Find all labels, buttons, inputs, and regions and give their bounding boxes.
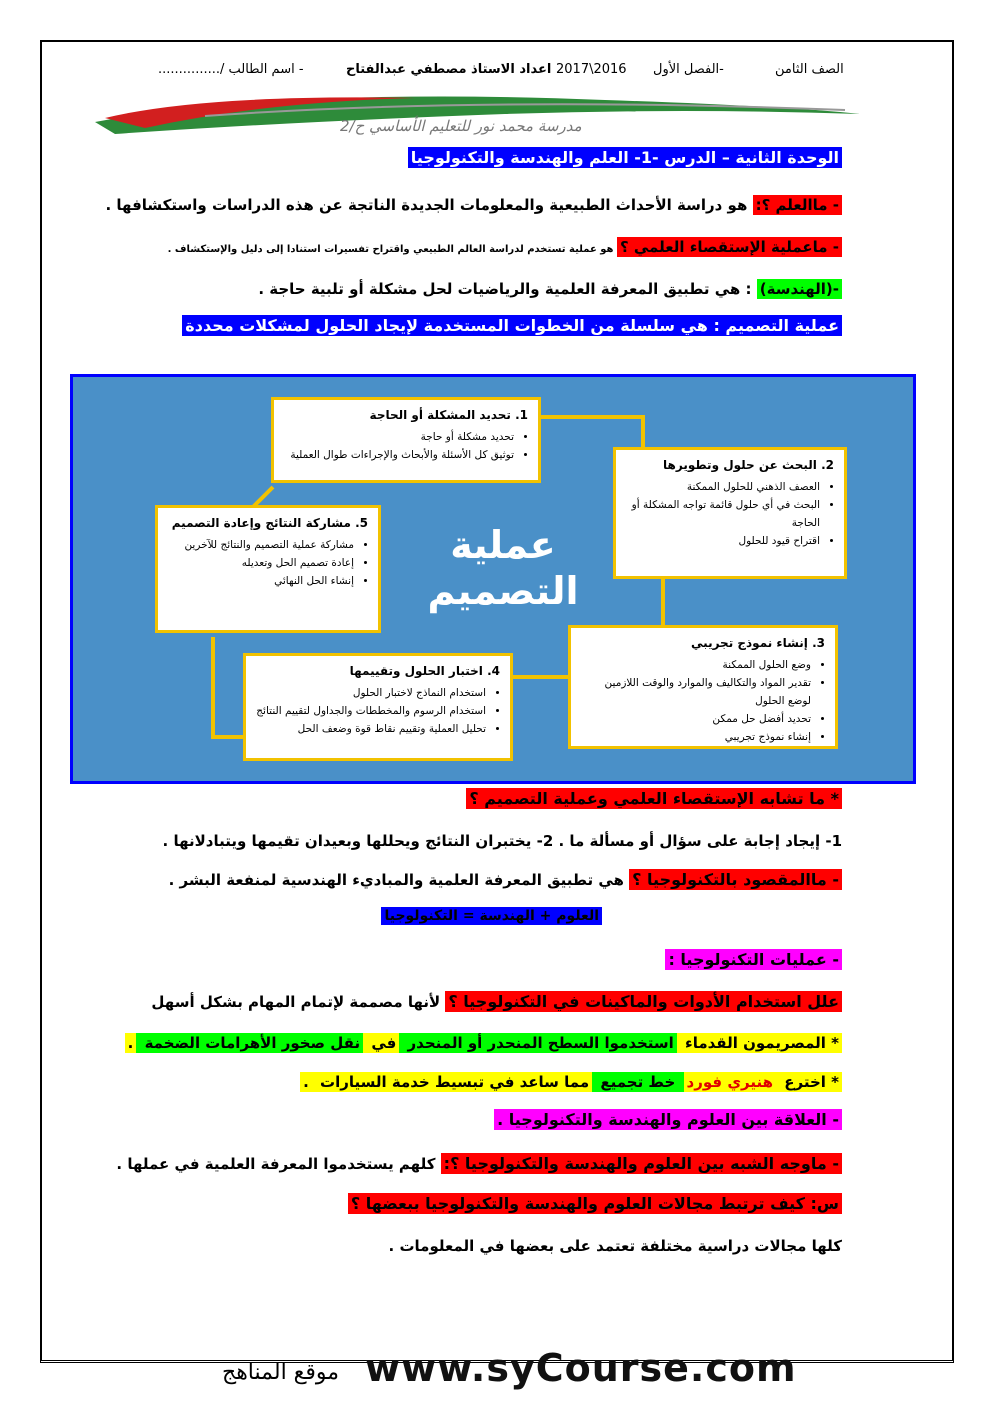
lesson-title-text: الوحدة الثانية – الدرس -1- العلم والهندسة والتكنولوجيا [408, 147, 842, 168]
def-science-q: - ماالعلم ؟: [753, 195, 842, 215]
step-3-item: • تقدير المواد والتكاليف والموارد والوقت اللازمين لوضع الحلول [581, 674, 811, 710]
step-3-box [568, 625, 838, 749]
tools-reason-a: لأنها مصممة لإتمام المهام بشكل أسهل [151, 993, 446, 1011]
step-4-title: 4. اختبار الحلول وتقييمها [349, 664, 500, 678]
step-5-item: • مشاركة عملية التصميم والنتائج للآخرين [168, 536, 354, 554]
def-engineering [258, 280, 842, 298]
header-author: اعداد الاستاذ مصطفي عبدالفتاح [346, 62, 552, 77]
step-5-item: • إعادة تصميم الحل وتعديله [168, 554, 354, 572]
tech-operations-text: - عمليات التكنولوجيا : [665, 949, 842, 970]
step-2-item: • اقتراح قيود للحلول [626, 532, 820, 550]
equation [381, 908, 602, 924]
egypt-p5: . [125, 1033, 137, 1053]
def-engineering-a: : هي تطبيق المعرفة العلمية والرياضيات لحل مشكلة أو تلبية حاجة . [258, 280, 757, 298]
common-a: كلهم يستخدموا المعرفة العلمية في عملها . [116, 1155, 441, 1173]
lesson-title [408, 148, 842, 167]
step-3-item: • تحديد أفضل حل ممكن [581, 710, 811, 728]
ford-p5: . [300, 1072, 312, 1092]
footer-site-name: موقع المناهج [222, 1360, 340, 1385]
design-process-diagram [70, 374, 916, 784]
tools-reason-q: علل استخدام الأدوات والماكينات في التكنولوجيا ؟ [445, 991, 842, 1012]
step-2-title: 2. البحث عن حلول وتطويرها [663, 458, 834, 472]
link-question [348, 1194, 842, 1213]
tech-definition [169, 870, 842, 889]
step-2-item: • البحث في أي حلول قائمة تواجه المشكلة أو الحاجة [626, 496, 820, 532]
link-q: س: كيف ترتبط مجالات العلوم والهندسة والتكنولوجيا ببعضها ؟ [348, 1193, 842, 1214]
tech-operations [665, 950, 842, 969]
egypt-p1: * المصريمون القدماء [677, 1033, 842, 1053]
step-3-item: • وضع الحلول الممكنة [581, 656, 811, 674]
diagram-center-title: عملية التصميم [427, 523, 579, 613]
header-year: 2017\2016 [556, 62, 627, 77]
step-1-item: • تحديد مشكلة أو حاجة [284, 428, 514, 446]
equation-text: العلوم + الهندسة = التكنولوجيا [381, 907, 602, 925]
similarity-question [466, 789, 842, 808]
step-1-item: • توثيق كل الأسئلة والأبحاث والإجراءات طوال العملية [284, 446, 514, 464]
step-2-box [613, 447, 847, 579]
relation-heading [494, 1110, 842, 1129]
egypt-example [125, 1034, 842, 1052]
ford-p2: هنيري فورد [684, 1072, 777, 1092]
link-answer: كلها مجالات دراسية مختلفة تعتمد على بعضها في المعلومات . [388, 1237, 842, 1255]
step-4-item: • استخدام الرسوم والمخططات والجداول لتقييم النتائج [256, 702, 486, 720]
relation-heading-text: - العلاقة بين العلوم والهندسة والتكنولوجيا . [494, 1109, 842, 1130]
def-design-q: عملية التصميم : هي سلسلة من الخطوات المستخدمة لإيجاد الحلول لمشكلات محددة [182, 315, 842, 336]
ford-example [300, 1073, 842, 1091]
def-science-a: هو دراسة الأحداث الطبيعية والمعلومات الجديدة الناتجة عن هذه الدراسات واستكشافها . [105, 196, 753, 214]
school-name: مدرسة محمد نور للتعليم الأساسي ح/2 [340, 117, 582, 135]
step-4-item: • تحليل العملية وتقييم نقاط قوة وضعف الحل [256, 720, 486, 738]
step-2-item: • العصف الذهني للحلول الممكنة [626, 478, 820, 496]
common-question [116, 1154, 842, 1173]
ford-p1: * اخترع [776, 1072, 842, 1092]
tech-q: - ماالمقصود بالتكنولوجيا ؟ [629, 869, 842, 890]
step-3-title: 3. إنشاء نموذج تجريبي [691, 636, 825, 650]
step-1-title: 1. تحديد المشكلة أو الحاجة [369, 408, 528, 422]
similarity-question-text: * ما تشابه الإستقصاء العلمي وعملية التصميم ؟ [466, 788, 842, 809]
header-term: الفصل الأول- [653, 62, 724, 77]
tech-a: هي تطبيق المعرفة العلمية والمباديء الهندسية لمنفعة البشر . [168, 871, 630, 889]
egypt-p2: استخدموا السطح المنحدر أو المنحدر [399, 1033, 677, 1053]
step-4-box [243, 653, 513, 761]
header-student-name: - اسم الطالب /............... [158, 62, 304, 77]
ford-p4: مما ساعد في تبسيط خدمة السيارات [312, 1072, 592, 1092]
def-inquiry [168, 238, 842, 256]
def-inquiry-a: هو عملية تستخدم لدراسة العالم الطبيعي واقتراح تفسيرات استنادا إلى دليل والإستكشاف . [167, 244, 617, 255]
tools-reason [151, 992, 842, 1011]
def-science [106, 196, 843, 214]
egypt-p3: في [363, 1033, 399, 1053]
step-1-box [271, 397, 541, 483]
similarity-answer: 1- إيجاد إجابة على سؤال أو مسألة ما . 2- يختبران النتائج ويحللها وبعيدان تقيمها ويتبادلانها . [162, 832, 842, 850]
common-q: - ماوجه الشبه بين العلوم والهندسة والتكنولوجيا ؟: [441, 1153, 842, 1174]
step-5-title: 5. مشاركة النتائج وإعادة التصميم [171, 516, 368, 530]
egypt-p4: نقل صخور الأهرامات الضخمة [136, 1033, 363, 1053]
step-3-item: • إنشاء نموذج تجريبي [581, 728, 811, 746]
header-grade: الصف الثامن [775, 62, 844, 77]
step-4-item: • استخدام النماذج لاختبار الحلول [256, 684, 486, 702]
step-5-item: • إنشاء الحل النهائي [168, 572, 354, 590]
def-inquiry-q: - ماعملية الإستقصاء العلمي ؟ [617, 237, 842, 257]
def-design [182, 316, 842, 335]
footer-url: www.syCourse.com [365, 1346, 797, 1390]
ford-p3: خط تجميع [592, 1072, 683, 1092]
def-engineering-q: -(الهندسة) [757, 279, 842, 299]
step-5-box [155, 505, 381, 633]
